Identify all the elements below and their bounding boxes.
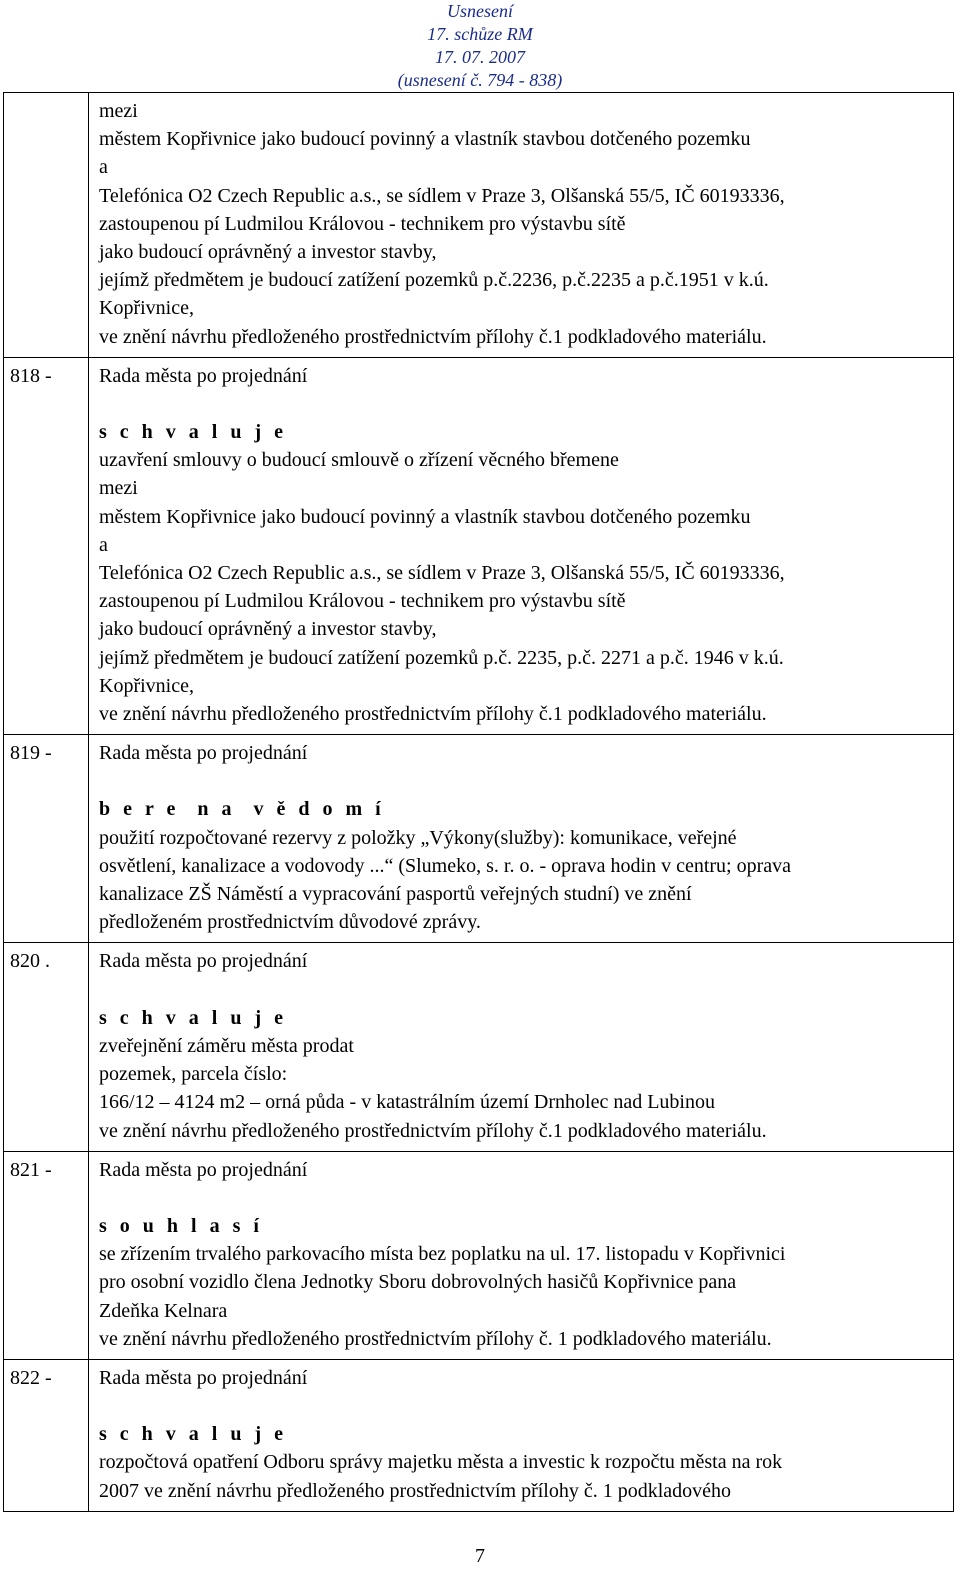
resolution-text-line: ve znění návrhu předloženého prostřednictvím přílohy č.1 podkladového materiálu. (99, 1119, 767, 1142)
resolution-row (4, 1151, 954, 1359)
resolution-text-line: se zřízením trvalého parkovacího místa bez poplatku na ul. 17. listopadu v Kopřivnici (99, 1243, 786, 1266)
resolution-number-cell (4, 1151, 89, 1359)
resolution-text-line: Telefónica O2 Czech Republic a.s., se sídlem v Praze 3, Olšanská 55/5, IČ 60193336, (99, 562, 785, 585)
resolution-text-cell (89, 735, 954, 943)
resolution-number: 820 . (10, 950, 50, 973)
resolution-text-line: Kopřivnice, (99, 674, 194, 697)
resolution-text-line: Telefónica O2 Czech Republic a.s., se sídlem v Praze 3, Olšanská 55/5, IČ 60193336, (99, 184, 785, 207)
resolution-verb: s c h v a l u j e (99, 421, 287, 444)
resolution-text-line: jejímž předmětem je budoucí zatížení pozemků p.č. 2235, p.č. 2271 a p.č. 1946 v k.ú. (99, 646, 784, 669)
resolution-text-line: pozemek, parcela číslo: (99, 1063, 288, 1086)
resolution-text-line: ve znění návrhu předloženého prostřednictvím přílohy č. 1 podkladového materiálu. (99, 1327, 772, 1350)
header-resolution-range: (usnesení č. 794 - 838) (397, 70, 563, 90)
header-title: Usnesení (447, 1, 513, 21)
resolution-text-line: městem Kopřivnice jako budoucí povinný a vlastník stavbou dotčeného pozemku (99, 128, 751, 151)
resolution-text-line: použití rozpočtované rezervy z položky „Výkony(služby): komunikace, veřejné (99, 826, 737, 849)
resolution-heading: Rada města po projednání (99, 950, 308, 973)
resolution-text-line: zastoupenou pí Ludmilou Královou - technikem pro výstavbu sítě (99, 212, 626, 235)
resolution-text-cell (89, 357, 954, 734)
spacer (99, 976, 945, 1004)
resolution-text-cell (89, 1359, 954, 1511)
resolution-text-line: Kopřivnice, (99, 297, 194, 320)
resolutions-table (3, 92, 954, 1512)
resolution-text-line: městem Kopřivnice jako budoucí povinný a vlastník stavbou dotčeného pozemku (99, 505, 751, 528)
resolution-number-cell (4, 735, 89, 943)
resolution-text-line: mezi (99, 100, 138, 122)
resolution-text-line: 2007 ve znění návrhu předloženého prostřednictvím přílohy č. 1 podkladového (99, 1479, 732, 1502)
resolution-verb: s c h v a l u j e (99, 1006, 287, 1029)
resolution-row (4, 1359, 954, 1511)
spacer (99, 390, 945, 418)
resolution-number-cell (4, 93, 89, 358)
page-number: 7 (475, 1545, 485, 1567)
resolution-text-line: 166/12 – 4124 m2 – orná půda - v katastrálním území Drnholec nad Lubinou (99, 1091, 715, 1114)
resolution-heading: Rada města po projednání (99, 1158, 308, 1181)
resolution-row (4, 357, 954, 734)
resolution-text-line: jako budoucí oprávněný a investor stavby, (99, 618, 437, 641)
resolution-text-line: jako budoucí oprávněný a investor stavby, (99, 241, 437, 264)
spacer (99, 1392, 945, 1420)
resolution-heading: Rada města po projednání (99, 742, 308, 765)
resolution-text-line: mezi (99, 477, 138, 500)
resolution-text-line: předloženém prostřednictvím důvodové zprávy. (99, 911, 481, 934)
resolution-number-cell (4, 1359, 89, 1511)
resolution-heading: Rada města po projednání (99, 364, 308, 387)
resolution-verb: s o u h l a s í (99, 1214, 263, 1237)
resolution-text-line: ve znění návrhu předloženého prostřednictvím přílohy č.1 podkladového materiálu. (99, 703, 767, 726)
resolution-row (4, 735, 954, 943)
resolution-text-line: uzavření smlouvy o budoucí smlouvě o zřízení věcného břemene (99, 449, 619, 472)
resolution-number: 821 - (10, 1158, 52, 1181)
resolution-number: 819 - (10, 742, 52, 765)
resolution-text-line: rozpočtová opatření Odboru správy majetku města a investic k rozpočtu města na rok (99, 1451, 783, 1474)
spacer (99, 767, 945, 795)
header-date: 17. 07. 2007 (435, 47, 525, 67)
resolution-text-line: a (99, 533, 108, 556)
resolution-text-line: ve znění návrhu předloženého prostřednictvím přílohy č.1 podkladového materiálu. (99, 325, 767, 348)
resolution-text-line: osvětlení, kanalizace a vodovody ...“ (Slumeko, s. r. o. - oprava hodin v centru; oprava (99, 854, 792, 877)
resolution-verb: s c h v a l u j e (99, 1423, 287, 1446)
resolution-number-cell (4, 943, 89, 1151)
resolution-verb: b e r e n a v ě d o m í (99, 798, 385, 821)
resolution-number: 818 - (10, 364, 52, 387)
resolution-text-line: Zdeňka Kelnara (99, 1299, 228, 1322)
spacer (99, 1184, 945, 1212)
resolution-text-line: zveřejnění záměru města prodat (99, 1034, 354, 1057)
resolution-number-cell (4, 357, 89, 734)
resolution-text-line: a (99, 156, 108, 179)
resolution-text-cell (89, 93, 954, 358)
resolution-text-cell (89, 943, 954, 1151)
header-meeting: 17. schůze RM (427, 24, 533, 44)
resolution-text-line: kanalizace ZŠ Náměstí a vypracování pasportů veřejných studní) ve znění (99, 883, 692, 906)
resolution-text-line: zastoupenou pí Ludmilou Královou - technikem pro výstavbu sítě (99, 590, 626, 613)
resolution-text-line: jejímž předmětem je budoucí zatížení pozemků p.č.2236, p.č.2235 a p.č.1951 v k.ú. (99, 269, 769, 292)
resolution-heading: Rada města po projednání (99, 1366, 308, 1389)
resolution-row (4, 943, 954, 1151)
resolution-number: 822 - (10, 1366, 52, 1389)
resolution-text-cell (89, 1151, 954, 1359)
resolution-continuation-row (4, 93, 954, 358)
document-header (360, 0, 600, 92)
resolution-text-line: pro osobní vozidlo člena Jednotky Sboru dobrovolných hasičů Kopřivnice pana (99, 1271, 737, 1294)
